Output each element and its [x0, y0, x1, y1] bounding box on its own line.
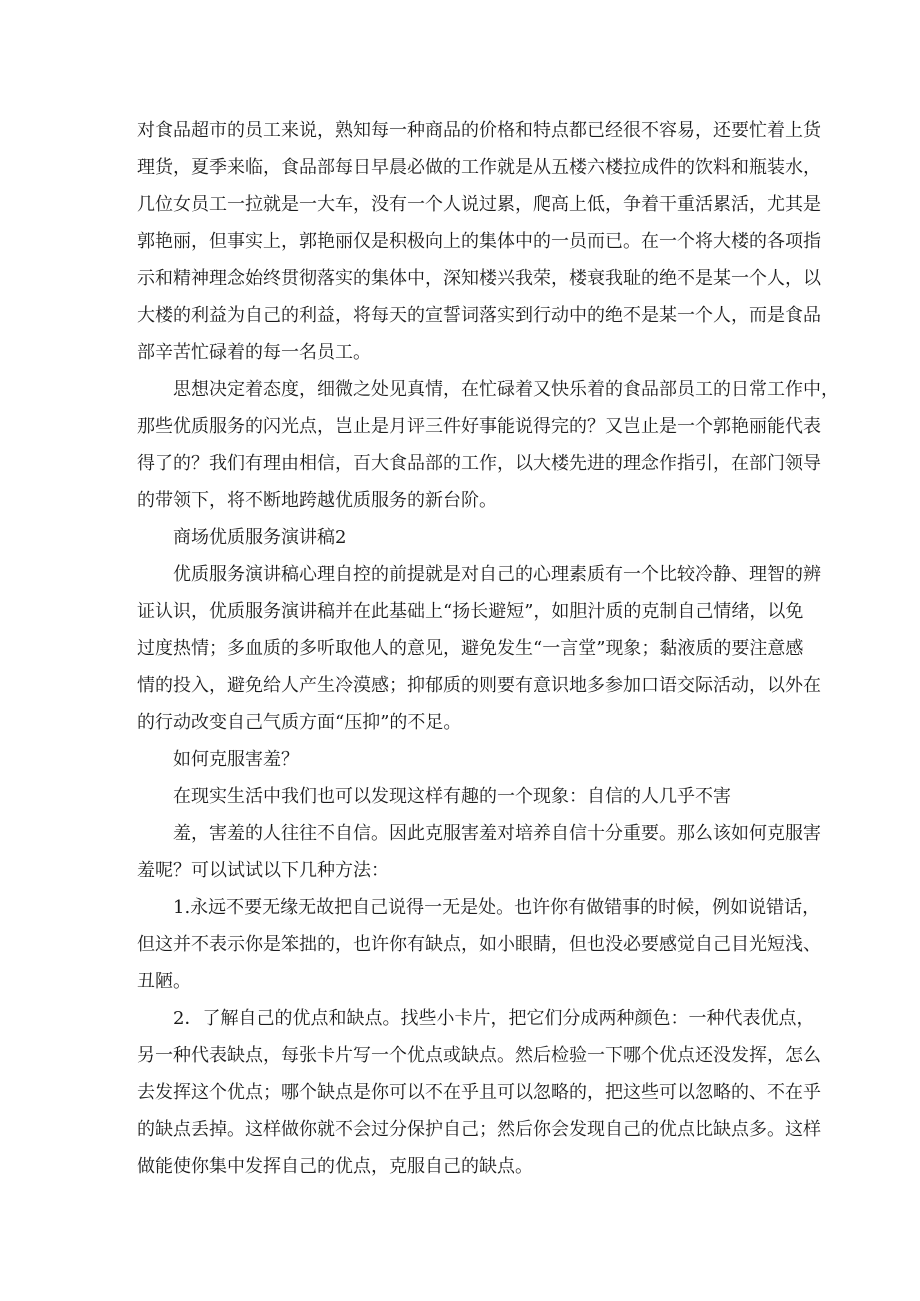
text-line: 羞，害羞的人往往不自信。因此克服害羞对培养自信十分重要。那么该如何克服害: [173, 823, 821, 844]
text-line: 的带领下，将不断地跨越优质服务的新台阶。: [137, 490, 497, 511]
heading-text: 商场优质服务演讲稿2: [173, 527, 347, 548]
text-line: 证认识，优质服务演讲稿并在此基础上“扬长避短”，如胆汁质的克制自己情绪，以免: [137, 601, 804, 622]
text-line: 部辛苦忙碌着的每一名员工。: [137, 342, 371, 363]
heading-text: 如何克服害羞？: [173, 749, 299, 770]
document-body: [137, 112, 839, 1185]
text-line: 得了的？我们有理由相信，百大食品部的工作，以大楼先进的理念作指引，在部门领导: [137, 453, 821, 474]
paragraph: [137, 112, 821, 371]
text-line: 2．了解自己的优点和缺点。找些小卡片，把它们分成两种颜色：一种代表优点，: [173, 1008, 815, 1029]
text-line: 羞呢？可以试试以下几种方法：: [137, 860, 389, 881]
paragraph: [137, 778, 787, 815]
paragraph: [137, 371, 839, 519]
text-line: 情的投入，避免给人产生冷漠感；抑郁质的则要有意识地多参加口语交际活动，以外在: [137, 675, 821, 696]
text-line: 对食品超市的员工来说，熟知每一种商品的价格和特点都已经很不容易，还要忙着上货: [137, 120, 821, 141]
text-line: 1.永远不要无缘无故把自己说得一无是处。也许你有做错事的时候，例如说错话，: [173, 897, 821, 918]
text-line: 做能使你集中发挥自己的优点，克服自己的缺点。: [137, 1156, 533, 1177]
text-line: 去发挥这个优点；哪个缺点是你可以不在乎且可以忽略的，把这些可以忽略的、不在乎: [137, 1082, 821, 1103]
text-line: 郭艳丽，但事实上，郭艳丽仅是积极向上的集体中的一员而已。在一个将大楼的各项指: [137, 231, 821, 252]
text-line: 在现实生活中我们也可以发现这样有趣的一个现象：自信的人几乎不害: [173, 786, 731, 807]
text-line: 那些优质服务的闪光点，岂止是月评三件好事能说得完的？又岂止是一个郭艳丽能代表: [137, 416, 821, 437]
text-line: 大楼的利益为自己的利益，将每天的宣誓词落实到行动中的绝不是某一个人，而是食品: [137, 305, 821, 326]
text-line: 但这并不表示你是笨拙的，也许你有缺点，如小眼睛，但也没必要感觉自己目光短浅、: [137, 934, 821, 955]
section-heading: [137, 741, 787, 778]
text-line: 思想决定着态度，细微之处见真情，在忙碌着又快乐着的食品部员工的日常工作中，: [173, 379, 839, 400]
text-line: 几位女员工一拉就是一大车，没有一个人说过累，爬高上低，争着干重活累活，尤其是: [137, 194, 821, 215]
paragraph: [137, 889, 821, 1000]
paragraph: [137, 815, 821, 889]
text-line: 的缺点丢掉。这样做你就不会过分保护自己；然后你会发现自己的优点比缺点多。这样: [137, 1119, 821, 1140]
text-line: 理货，夏季来临，食品部每日早晨必做的工作就是从五楼六楼拉成件的饮料和瓶装水，: [137, 157, 821, 178]
text-line: 丑陋。: [137, 971, 191, 992]
text-line: 的行动改变自己气质方面“压抑”的不足。: [137, 712, 462, 733]
text-line: 过度热情；多血质的多听取他人的意见，避免发生“一言堂”现象；黏液质的要注意感: [137, 638, 804, 659]
paragraph: [137, 1000, 821, 1185]
paragraph: [137, 556, 821, 741]
section-heading: [137, 519, 787, 556]
text-line: 优质服务演讲稿心理自控的前提就是对自己的心理素质有一个比较冷静、理智的辨: [173, 564, 821, 585]
text-line: 示和精神理念始终贯彻落实的集体中，深知楼兴我荣，楼衰我耻的绝不是某一个人，以: [137, 268, 821, 289]
text-line: 另一种代表缺点，每张卡片写一个优点或缺点。然后检验一下哪个优点还没发挥，怎么: [137, 1045, 821, 1066]
